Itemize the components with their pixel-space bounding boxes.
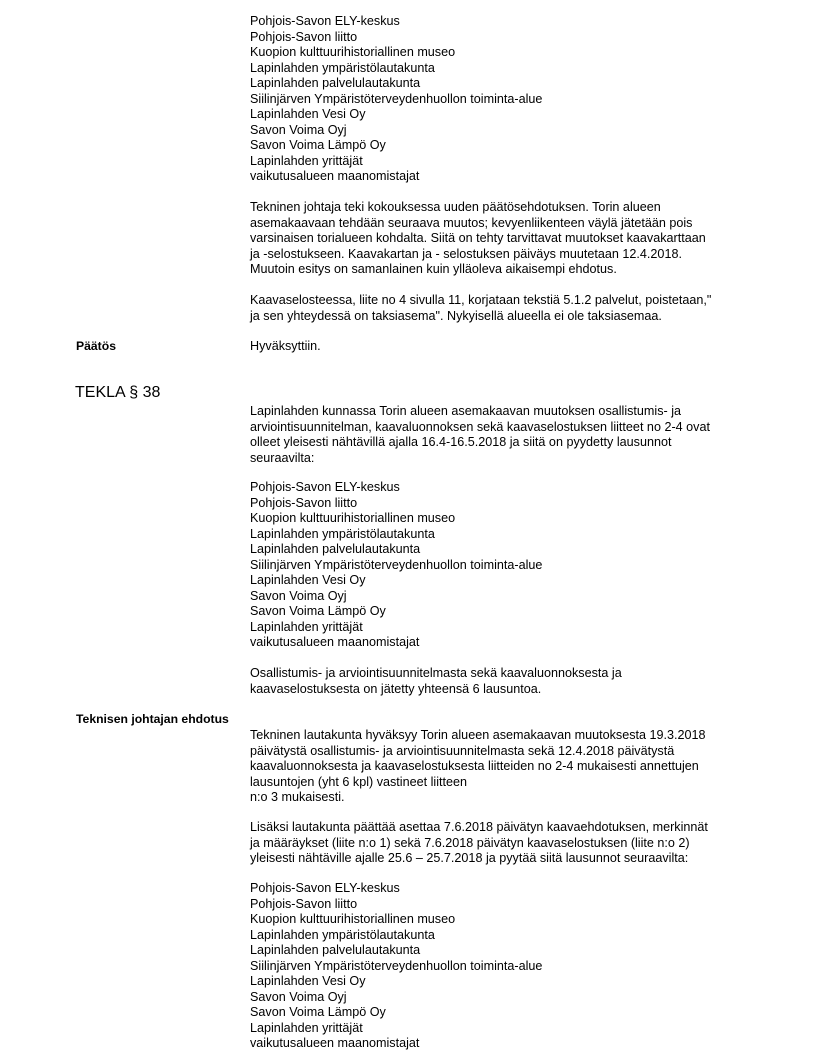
text-line: ja määräykset (liite n:o 1) sekä 7.6.2018 päivätyn kaavaselostuksen (liite n:o 2)	[250, 835, 690, 850]
list-item: Kuopion kulttuurihistoriallinen museo	[250, 912, 456, 926]
text-line: Muutoin esitys on samanlainen kuin ylläoleva aikaisempi ehdotus.	[250, 262, 617, 276]
list-item: Lapinlahden ympäristölautakunta	[250, 927, 435, 942]
text-line: kaavaselostuksesta on jätetty yhteensä 6 lausuntoa.	[250, 681, 542, 696]
text-line: Tekninen lautakunta hyväksyy Torin alueen asemakaavan muutoksesta 19.3.2018	[250, 728, 706, 742]
statements-paragraph	[250, 666, 760, 697]
list-item: Siilinjärven Ympäristöterveydenhuollon toiminta-alue	[250, 557, 543, 572]
list-item: Pohjois-Savon ELY-keskus	[250, 480, 400, 494]
list-item: Pohjois-Savon liitto	[250, 896, 358, 911]
text-line: kaavaluonnoksesta ja kaavaselostuksesta liitteiden no 2-4 mukaisesti annettujen	[250, 759, 699, 773]
text-line: lausuntojen (yht 6 kpl) vastineet liitteen	[250, 774, 468, 789]
text-line: Lisäksi lautakunta päättää asettaa 7.6.2018 päivätyn kaavaehdotuksen, merkinnät	[250, 820, 708, 834]
proposal-label: Teknisen johtajan ehdotus	[76, 712, 229, 726]
list-item: Savon Voima Lämpö Oy	[250, 604, 386, 618]
background-paragraph	[250, 404, 760, 466]
list-item: Lapinlahden Vesi Oy	[250, 573, 366, 587]
list-item: vaikutusalueen maanomistajat	[250, 1036, 420, 1050]
section-title: TEKLA § 38	[75, 384, 161, 401]
text-line: n:o 3 mukaisesti.	[250, 790, 345, 804]
list-item: Lapinlahden yrittäjät	[250, 1020, 363, 1035]
text-line: varsinaisen torialueen kohdalta. Siitä on tehty tarvittavat muutokset kaavakarttaan	[250, 231, 706, 245]
additional-decision-paragraph	[250, 820, 760, 867]
decision-label: Päätös	[76, 339, 116, 353]
text-line: yleisesti nähtäville ajalle 25.6 – 25.7.2018 ja pyytää siitä lausunnot seuraavilta:	[250, 851, 689, 865]
recipient-list-1	[250, 14, 760, 185]
recipient-list-3	[250, 881, 760, 1052]
list-item: Lapinlahden palvelulautakunta	[250, 943, 421, 957]
text-line: seuraavilta:	[250, 450, 315, 465]
list-item: Savon Voima Oyj	[250, 588, 347, 603]
text-line: Kaavaselosteessa, liite no 4 sivulla 11, korjataan tekstiä 5.1.2 palvelut, poistetaan,"	[250, 293, 712, 307]
text-line: arviointisuunnitelman, kaavaluonnoksen sekä kaavaselostuksen liitteet no 2-4 ovat	[250, 419, 710, 434]
text-line: olleet yleisesti nähtävillä ajalla 16.4-16.5.2018 ja siitä on pyydetty lausunnot	[250, 435, 672, 449]
text-line: Osallistumis- ja arviointisuunnitelmasta sekä kaavaluonnoksesta ja	[250, 666, 622, 680]
list-item: Lapinlahden yrittäjät	[250, 153, 363, 168]
list-item: Siilinjärven Ympäristöterveydenhuollon toiminta-alue	[250, 958, 543, 973]
text-line: ja -selostukseen. Kaavakartan ja - selostuksen päiväys muutetaan 12.4.2018.	[250, 246, 682, 261]
decision-text-line: Hyväksyttiin.	[250, 339, 321, 353]
proposal-paragraph	[250, 728, 760, 806]
list-item: Pohjois-Savon liitto	[250, 29, 358, 44]
list-item: Lapinlahden Vesi Oy	[250, 974, 366, 988]
text-line: Tekninen johtaja teki kokouksessa uuden päätösehdotuksen. Torin alueen	[250, 200, 661, 214]
list-item: Lapinlahden ympäristölautakunta	[250, 60, 435, 75]
list-item: Lapinlahden yrittäjät	[250, 619, 363, 634]
new-proposal-paragraph	[250, 200, 760, 278]
list-item: Savon Voima Lämpö Oy	[250, 138, 386, 152]
text-line: päivätystä osallistumis- ja arviointisuunnitelmasta sekä 12.4.2018 päivätystä	[250, 743, 675, 758]
list-item: Lapinlahden palvelulautakunta	[250, 542, 421, 556]
decision-text	[250, 339, 760, 355]
list-item: Lapinlahden palvelulautakunta	[250, 76, 421, 90]
list-item: Savon Voima Oyj	[250, 122, 347, 137]
list-item: vaikutusalueen maanomistajat	[250, 635, 420, 649]
list-item: Savon Voima Oyj	[250, 989, 347, 1004]
list-item: Lapinlahden ympäristölautakunta	[250, 526, 435, 541]
list-item: Pohjois-Savon ELY-keskus	[250, 881, 400, 895]
text-line: Lapinlahden kunnassa Torin alueen asemakaavan muutoksen osallistumis- ja	[250, 404, 682, 418]
text-line: ja sen yhteydessä on taksiasema". Nykyisellä alueella ei ole taksiasemaa.	[250, 308, 662, 323]
list-item: Pohjois-Savon liitto	[250, 495, 358, 510]
list-item: vaikutusalueen maanomistajat	[250, 169, 420, 183]
list-item: Siilinjärven Ympäristöterveydenhuollon toiminta-alue	[250, 91, 543, 106]
list-item: Kuopion kulttuurihistoriallinen museo	[250, 511, 456, 525]
list-item: Pohjois-Savon ELY-keskus	[250, 14, 400, 28]
list-item: Savon Voima Lämpö Oy	[250, 1005, 386, 1019]
correction-paragraph	[250, 293, 760, 324]
text-line: asemakaavaan tehdään seuraava muutos; kevyenliikenteen väylä jätetään pois	[250, 215, 693, 230]
list-item: Kuopion kulttuurihistoriallinen museo	[250, 45, 456, 59]
recipient-list-2	[250, 480, 760, 651]
list-item: Lapinlahden Vesi Oy	[250, 107, 366, 121]
